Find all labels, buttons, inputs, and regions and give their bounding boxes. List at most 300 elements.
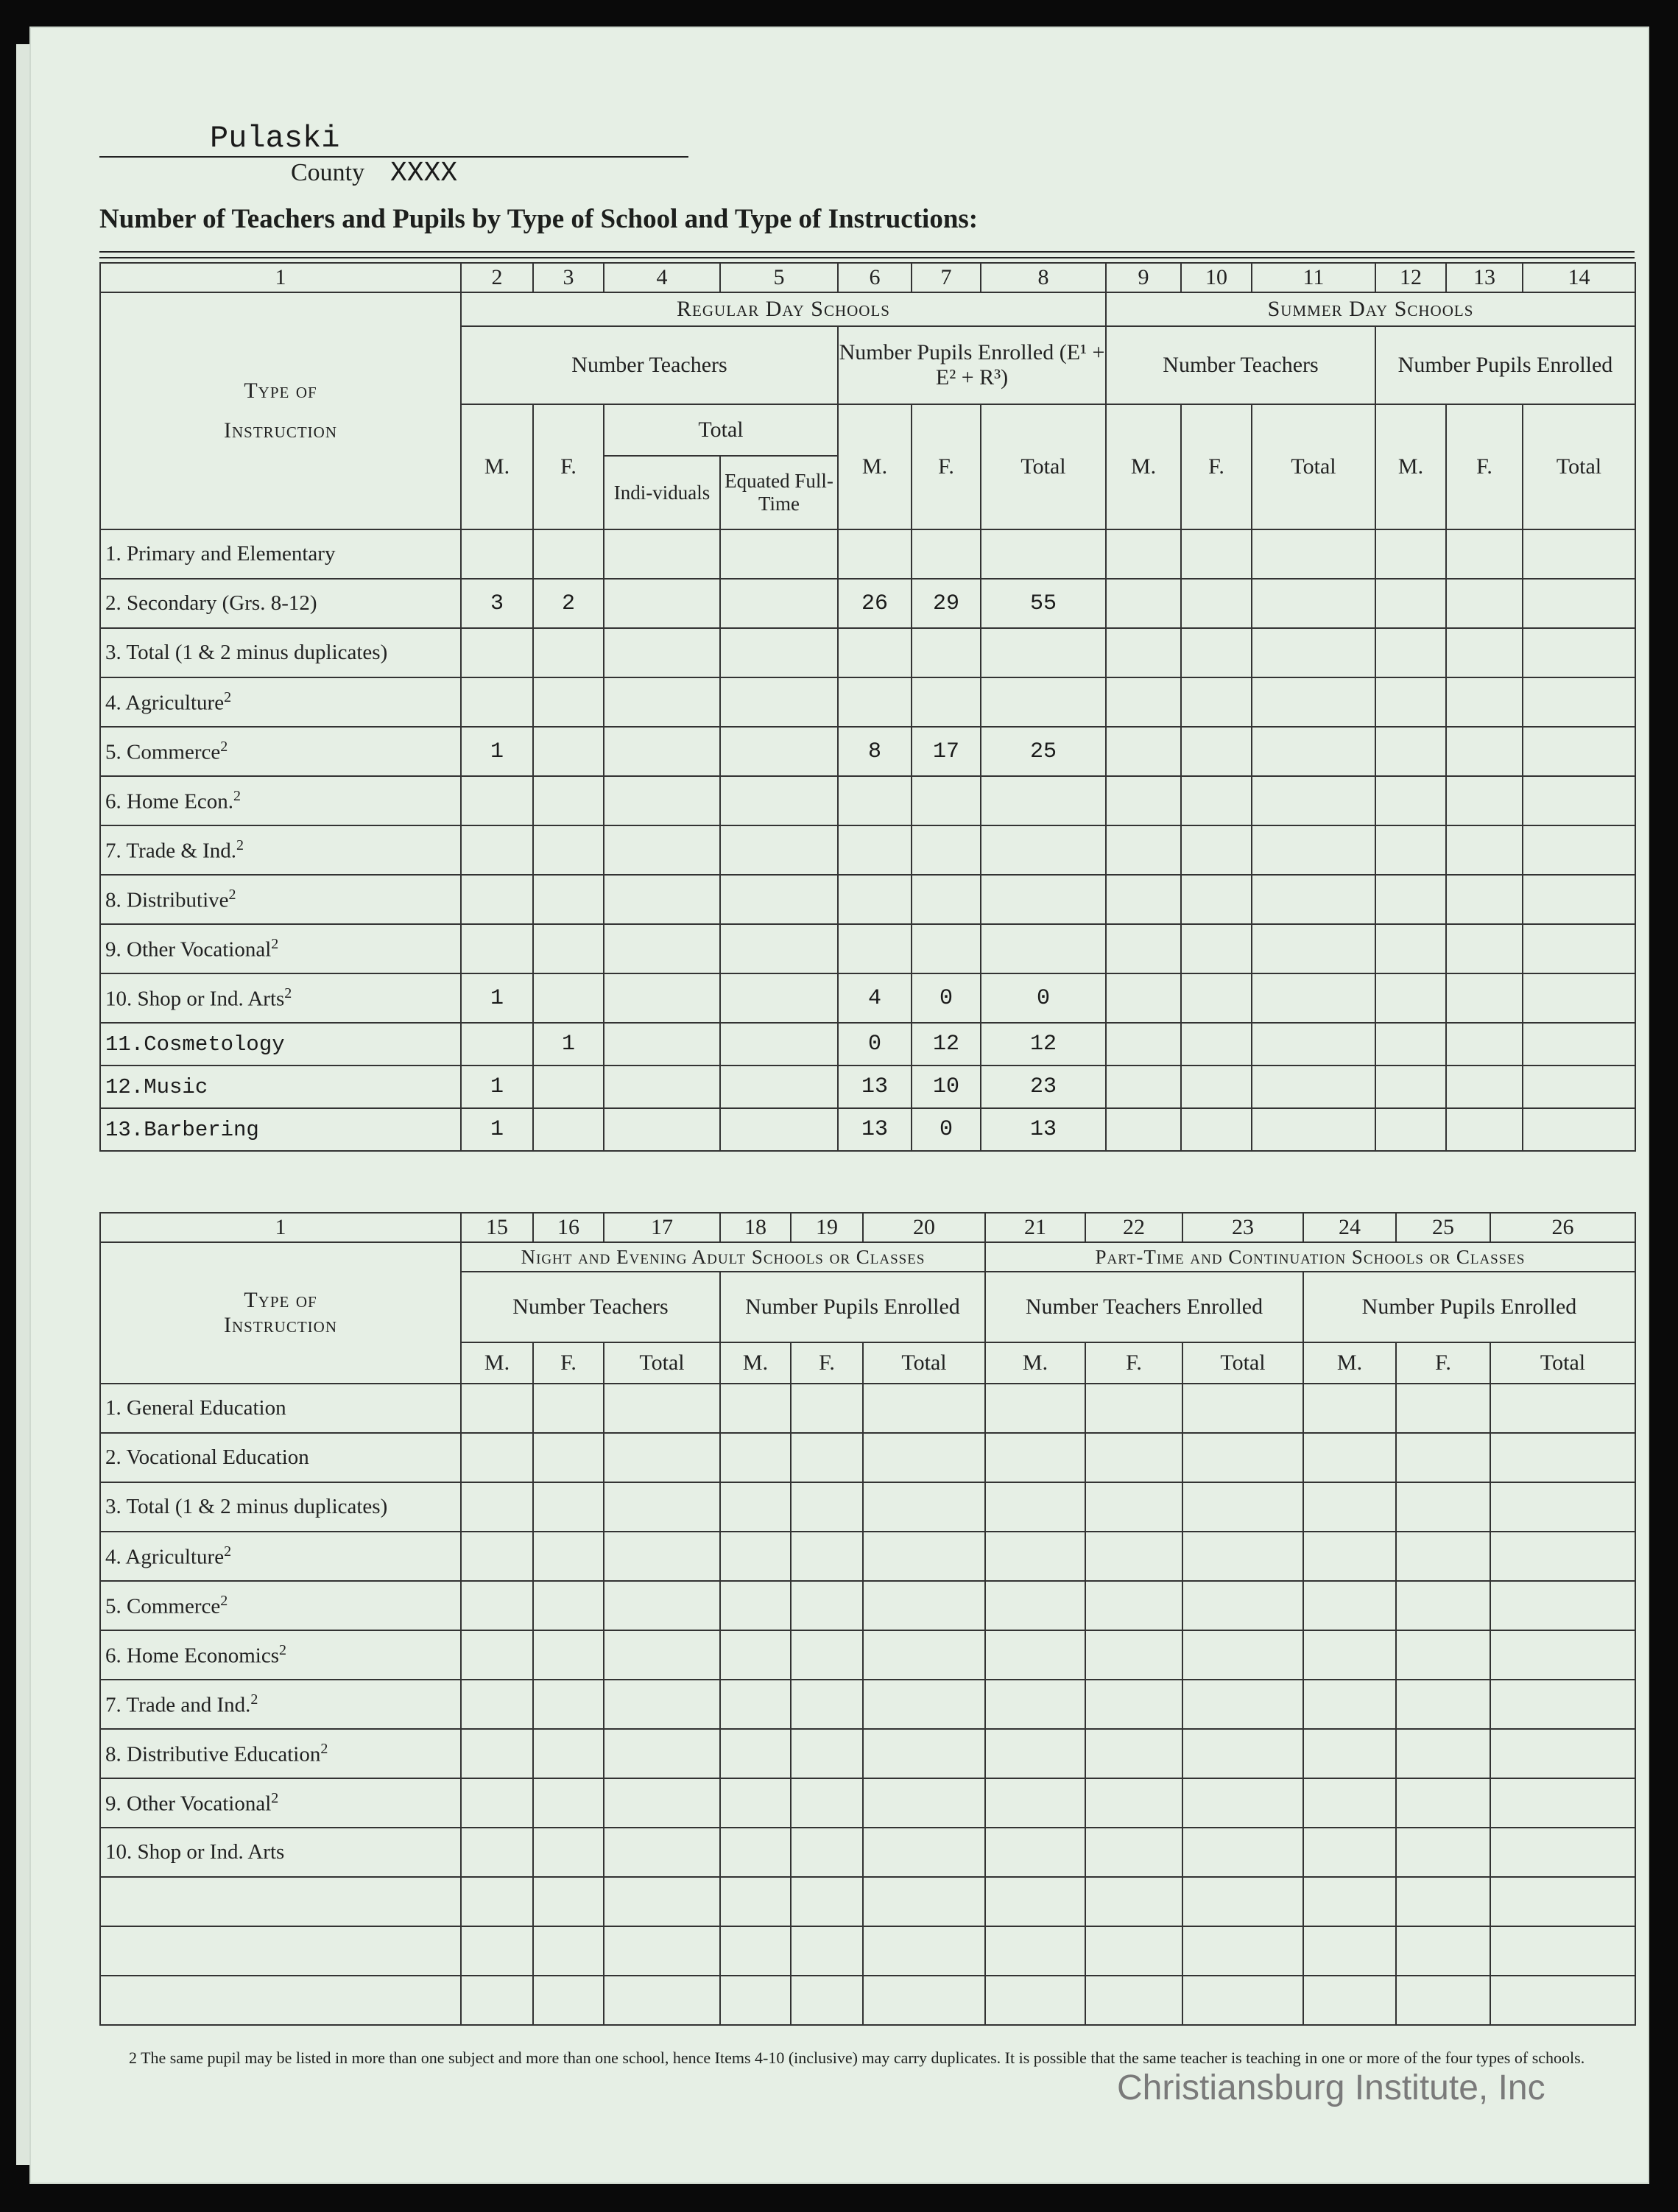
value-cell — [1181, 628, 1252, 677]
col-num-12: 12 — [1375, 263, 1446, 292]
value-cell — [720, 1482, 791, 1532]
value-cell — [1490, 1482, 1635, 1532]
value-cell — [1523, 579, 1635, 628]
table1-row — [100, 727, 1635, 776]
value-cell — [1303, 1778, 1396, 1828]
value-cell — [1446, 529, 1523, 579]
value-cell — [720, 1729, 791, 1778]
value-cell: 17 — [912, 727, 981, 776]
value-cell — [1182, 1482, 1303, 1532]
value-cell — [1446, 579, 1523, 628]
value-cell — [1396, 1433, 1490, 1482]
table1-row — [100, 875, 1635, 924]
row-label: 2. Vocational Education — [100, 1433, 461, 1482]
value-cell — [533, 1976, 604, 2025]
table2-row — [100, 1482, 1635, 1532]
typed-row-label: 13.Barbering — [100, 1108, 461, 1151]
value-cell — [604, 1066, 720, 1108]
value-cell: 12 — [912, 1023, 981, 1066]
value-cell — [1396, 1729, 1490, 1778]
value-cell — [461, 1384, 533, 1433]
value-cell — [604, 776, 720, 825]
t2-col-num-19: 19 — [791, 1213, 863, 1242]
value-cell — [604, 1482, 720, 1532]
value-cell — [1523, 924, 1635, 973]
value-cell — [981, 776, 1106, 825]
value-cell: 0 — [912, 1108, 981, 1151]
value-cell — [1446, 1108, 1523, 1151]
col-num-13: 13 — [1446, 263, 1523, 292]
value-cell — [720, 1680, 791, 1729]
value-cell — [1375, 628, 1446, 677]
value-cell — [604, 1828, 720, 1877]
value-cell — [912, 628, 981, 677]
table-night-parttime — [99, 1212, 1636, 2026]
t2-number-pupils-header: Number Pupils Enrolled — [720, 1272, 985, 1342]
value-cell — [533, 1108, 604, 1151]
value-cell — [533, 1066, 604, 1108]
table2-row — [100, 1976, 1635, 2025]
value-cell — [533, 1926, 604, 1976]
value-cell — [533, 924, 604, 973]
col-num-9: 9 — [1106, 263, 1181, 292]
table2-row — [100, 1433, 1635, 1482]
value-cell — [863, 1532, 985, 1581]
value-cell — [912, 825, 981, 875]
value-cell — [1106, 1023, 1181, 1066]
table2-row — [100, 1778, 1635, 1828]
summer-number-pupils-header: Number Pupils Enrolled — [1375, 326, 1635, 404]
value-cell — [533, 875, 604, 924]
value-cell — [1303, 1877, 1396, 1926]
value-cell — [1303, 1532, 1396, 1581]
value-cell — [985, 1877, 1085, 1926]
value-cell: 12 — [981, 1023, 1106, 1066]
value-cell — [981, 924, 1106, 973]
value-cell — [604, 1926, 720, 1976]
value-cell: 3 — [461, 579, 533, 628]
row-label: 9. Other Vocational$^2$ — [100, 924, 461, 973]
value-cell — [461, 529, 533, 579]
value-cell: 1 — [461, 727, 533, 776]
table1-body — [100, 529, 1635, 1151]
col-num-7: 7 — [912, 263, 981, 292]
value-cell — [604, 1384, 720, 1433]
value-cell — [912, 875, 981, 924]
value-cell — [1446, 677, 1523, 727]
value-cell — [461, 1877, 533, 1926]
value-cell — [1396, 1581, 1490, 1630]
summer-f-header: F. — [1181, 404, 1252, 529]
value-cell — [461, 1630, 533, 1680]
table2-row — [100, 1532, 1635, 1581]
t2-f-22: F. — [1085, 1342, 1182, 1384]
value-cell — [1446, 875, 1523, 924]
value-cell — [533, 1630, 604, 1680]
value-cell — [1523, 1023, 1635, 1066]
value-cell — [981, 875, 1106, 924]
value-cell — [912, 529, 981, 579]
value-cell — [1085, 1532, 1182, 1581]
value-cell — [863, 1877, 985, 1926]
value-cell — [985, 1581, 1085, 1630]
value-cell — [985, 1976, 1085, 2025]
value-cell — [461, 628, 533, 677]
row-label: 6. Home Economics$^2$ — [100, 1630, 461, 1680]
value-cell — [461, 1433, 533, 1482]
value-cell — [720, 973, 838, 1023]
value-cell — [533, 1532, 604, 1581]
value-cell — [533, 825, 604, 875]
t2-number-teachers-header: Number Teachers — [461, 1272, 720, 1342]
value-cell — [461, 677, 533, 727]
value-cell — [1375, 1108, 1446, 1151]
value-cell — [1303, 1926, 1396, 1976]
value-cell — [1182, 1384, 1303, 1433]
value-cell — [1252, 579, 1375, 628]
value-cell — [791, 1630, 863, 1680]
value-cell — [1182, 1581, 1303, 1630]
value-cell — [1182, 1976, 1303, 2025]
value-cell — [604, 677, 720, 727]
value-cell — [1252, 628, 1375, 677]
value-cell — [1252, 1066, 1375, 1108]
summer-m-header: M. — [1106, 404, 1181, 529]
value-cell — [863, 1976, 985, 2025]
value-cell — [1375, 875, 1446, 924]
value-cell — [1446, 776, 1523, 825]
value-cell — [863, 1680, 985, 1729]
value-cell — [533, 1433, 604, 1482]
value-cell — [720, 1532, 791, 1581]
value-cell — [1375, 727, 1446, 776]
value-cell — [604, 825, 720, 875]
value-cell — [604, 1877, 720, 1926]
value-cell — [720, 579, 838, 628]
value-cell — [604, 973, 720, 1023]
value-cell — [1181, 1108, 1252, 1151]
summer-number-teachers-header: Number Teachers — [1106, 326, 1375, 404]
value-cell: 0 — [912, 973, 981, 1023]
table1-row — [100, 825, 1635, 875]
value-cell — [838, 875, 912, 924]
value-cell — [1181, 875, 1252, 924]
form-page — [29, 27, 1649, 2184]
value-cell — [1181, 1066, 1252, 1108]
value-cell — [1182, 1778, 1303, 1828]
value-cell — [1085, 1729, 1182, 1778]
value-cell — [981, 628, 1106, 677]
value-cell — [863, 1828, 985, 1877]
value-cell — [985, 1433, 1085, 1482]
value-cell — [604, 1778, 720, 1828]
value-cell — [1375, 1023, 1446, 1066]
night-evening-header: Night and Evening Adult Schools or Classes — [461, 1242, 985, 1272]
value-cell — [1181, 677, 1252, 727]
typed-row-label: 11.Cosmetology — [100, 1023, 461, 1066]
value-cell — [1490, 1581, 1635, 1630]
value-cell — [1085, 1384, 1182, 1433]
value-cell — [791, 1778, 863, 1828]
value-cell — [720, 1066, 838, 1108]
row-label: 7. Trade & Ind.$^2$ — [100, 825, 461, 875]
value-cell: 1 — [533, 1023, 604, 1066]
value-cell — [1181, 529, 1252, 579]
t2-f-16: F. — [533, 1342, 604, 1384]
value-cell — [604, 1680, 720, 1729]
value-cell — [863, 1630, 985, 1680]
row-label — [100, 1877, 461, 1926]
value-cell — [1303, 1828, 1396, 1877]
value-cell — [1252, 825, 1375, 875]
value-cell — [604, 1976, 720, 2025]
value-cell — [1375, 1066, 1446, 1108]
t2-total-17: Total — [604, 1342, 720, 1384]
value-cell: 10 — [912, 1066, 981, 1108]
value-cell — [912, 776, 981, 825]
table2-row — [100, 1926, 1635, 1976]
value-cell — [1182, 1433, 1303, 1482]
value-cell: 55 — [981, 579, 1106, 628]
title-rule-2 — [99, 257, 1635, 258]
value-cell — [981, 529, 1106, 579]
value-cell — [1085, 1877, 1182, 1926]
value-cell — [1252, 875, 1375, 924]
value-cell — [912, 677, 981, 727]
t2-m-21: M. — [985, 1342, 1085, 1384]
value-cell — [838, 677, 912, 727]
value-cell — [1375, 677, 1446, 727]
value-cell — [720, 628, 838, 677]
value-cell — [985, 1532, 1085, 1581]
value-cell — [791, 1532, 863, 1581]
t2-col-num-24: 24 — [1303, 1213, 1396, 1242]
value-cell — [985, 1778, 1085, 1828]
value-cell — [1181, 579, 1252, 628]
footnote: 2 The same pupil may be listed in more than one subject and more than one school, hence Items 4-10 (inclusive) may carry duplicates. It is possible that the same teacher is teaching in one or more of the four types of schools. — [129, 2049, 1585, 2067]
value-cell — [1375, 973, 1446, 1023]
value-cell — [985, 1828, 1085, 1877]
value-cell — [1182, 1926, 1303, 1976]
value-cell: 0 — [838, 1023, 912, 1066]
county-overstrike: XXXX — [390, 158, 458, 189]
value-cell — [533, 727, 604, 776]
value-cell — [863, 1581, 985, 1630]
value-cell — [1490, 1926, 1635, 1976]
value-cell — [461, 1023, 533, 1066]
row-label: 4. Agriculture$^2$ — [100, 1532, 461, 1581]
value-cell — [533, 1482, 604, 1532]
value-cell — [720, 924, 838, 973]
value-cell — [720, 1581, 791, 1630]
value-cell — [1396, 1532, 1490, 1581]
value-cell — [985, 1680, 1085, 1729]
value-cell — [1490, 1532, 1635, 1581]
value-cell — [604, 727, 720, 776]
row-label: 4. Agriculture$^2$ — [100, 677, 461, 727]
value-cell — [838, 776, 912, 825]
value-cell — [461, 1778, 533, 1828]
value-cell — [1446, 628, 1523, 677]
value-cell — [1375, 579, 1446, 628]
t2-col-num-17: 17 — [604, 1213, 720, 1242]
value-cell — [838, 529, 912, 579]
t2-f-19: F. — [791, 1342, 863, 1384]
value-cell — [1490, 1828, 1635, 1877]
value-cell — [1523, 677, 1635, 727]
col-num-14: 14 — [1523, 263, 1635, 292]
t2-col-num-23: 23 — [1182, 1213, 1303, 1242]
value-cell — [1303, 1482, 1396, 1532]
value-cell: 25 — [981, 727, 1106, 776]
m-header: M. — [461, 404, 533, 529]
value-cell — [981, 825, 1106, 875]
watermark: Christiansburg Institute, Inc — [1117, 2068, 1545, 2107]
value-cell — [863, 1926, 985, 1976]
value-cell — [604, 875, 720, 924]
value-cell — [533, 776, 604, 825]
t2-col-num-20: 20 — [863, 1213, 985, 1242]
value-cell — [604, 924, 720, 973]
value-cell: 4 — [838, 973, 912, 1023]
table1-typed-row — [100, 1108, 1635, 1151]
county-value: Pulaski — [210, 121, 340, 156]
value-cell — [1446, 973, 1523, 1023]
table1-row — [100, 579, 1635, 628]
row-label: 8. Distributive$^2$ — [100, 875, 461, 924]
value-cell — [461, 1482, 533, 1532]
value-cell — [1490, 1976, 1635, 2025]
value-cell — [533, 628, 604, 677]
value-cell — [863, 1482, 985, 1532]
row-label — [100, 1926, 461, 1976]
table2-row — [100, 1680, 1635, 1729]
table2-row — [100, 1630, 1635, 1680]
table2-row — [100, 1828, 1635, 1877]
row-label: 5. Commerce$^2$ — [100, 727, 461, 776]
t2-total-26: Total — [1490, 1342, 1635, 1384]
value-cell — [791, 1384, 863, 1433]
value-cell — [461, 924, 533, 973]
row-label: 3. Total (1 & 2 minus duplicates) — [100, 1482, 461, 1532]
value-cell — [461, 1828, 533, 1877]
row-label: 5. Commerce$^2$ — [100, 1581, 461, 1630]
value-cell — [1085, 1680, 1182, 1729]
type-of-instruction-header: Type of Instruction — [100, 292, 461, 529]
value-cell — [1490, 1729, 1635, 1778]
value-cell — [461, 1581, 533, 1630]
value-cell — [838, 628, 912, 677]
row-label — [100, 1976, 461, 2025]
t2-total-23: Total — [1182, 1342, 1303, 1384]
value-cell — [1252, 677, 1375, 727]
value-cell — [533, 1581, 604, 1630]
table1-row — [100, 973, 1635, 1023]
value-cell — [1396, 1778, 1490, 1828]
f-header: F. — [533, 404, 604, 529]
county-label: County — [291, 159, 365, 186]
t2-col-num-18: 18 — [720, 1213, 791, 1242]
table1-row — [100, 628, 1635, 677]
value-cell: 0 — [981, 973, 1106, 1023]
value-cell — [720, 1433, 791, 1482]
t2-total-20: Total — [863, 1342, 985, 1384]
value-cell — [604, 1023, 720, 1066]
value-cell — [791, 1976, 863, 2025]
value-cell — [863, 1729, 985, 1778]
value-cell — [912, 924, 981, 973]
value-cell — [533, 1680, 604, 1729]
value-cell — [1085, 1926, 1182, 1976]
value-cell — [985, 1926, 1085, 1976]
value-cell — [604, 1630, 720, 1680]
value-cell — [1490, 1433, 1635, 1482]
value-cell — [1396, 1680, 1490, 1729]
summer-total-header: Total — [1252, 404, 1375, 529]
value-cell — [1396, 1482, 1490, 1532]
value-cell: 1 — [461, 1066, 533, 1108]
t2-m-18: M. — [720, 1342, 791, 1384]
value-cell — [461, 875, 533, 924]
value-cell — [1396, 1926, 1490, 1976]
value-cell — [1252, 529, 1375, 579]
value-cell — [1375, 529, 1446, 579]
number-teachers-header: Number Teachers — [461, 326, 838, 404]
value-cell — [1446, 825, 1523, 875]
pupils-total-header: Total — [981, 404, 1106, 529]
summer-day-schools-header: Summer Day Schools — [1106, 292, 1635, 326]
value-cell — [1490, 1778, 1635, 1828]
value-cell — [1490, 1680, 1635, 1729]
value-cell — [1252, 924, 1375, 973]
value-cell — [533, 973, 604, 1023]
value-cell — [604, 1532, 720, 1581]
value-cell — [1106, 924, 1181, 973]
t2-col-num-21: 21 — [985, 1213, 1085, 1242]
value-cell — [1490, 1630, 1635, 1680]
col-num-4: 4 — [604, 263, 720, 292]
value-cell — [1523, 529, 1635, 579]
row-label: 6. Home Econ.$^2$ — [100, 776, 461, 825]
value-cell — [1375, 924, 1446, 973]
value-cell — [981, 677, 1106, 727]
value-cell — [461, 1532, 533, 1581]
row-label: 3. Total (1 & 2 minus duplicates) — [100, 628, 461, 677]
value-cell — [461, 1926, 533, 1976]
table1-row — [100, 677, 1635, 727]
value-cell — [1252, 727, 1375, 776]
value-cell — [1523, 628, 1635, 677]
value-cell — [1303, 1976, 1396, 2025]
value-cell — [1446, 1023, 1523, 1066]
row-label: 7. Trade and Ind.$^2$ — [100, 1680, 461, 1729]
value-cell — [985, 1630, 1085, 1680]
t2-type-of-instruction-header: Type of Instruction — [100, 1242, 461, 1384]
row-label: 2. Secondary (Grs. 8-12) — [100, 579, 461, 628]
value-cell — [791, 1433, 863, 1482]
number-pupils-enrolled-header: Number Pupils Enrolled (E¹ + E² + R³) — [838, 326, 1106, 404]
value-cell — [791, 1729, 863, 1778]
value-cell — [720, 1778, 791, 1828]
value-cell: 1 — [461, 1108, 533, 1151]
t2-col-num-1: 1 — [100, 1213, 461, 1242]
value-cell — [985, 1384, 1085, 1433]
row-label: 1. Primary and Elementary — [100, 529, 461, 579]
value-cell — [604, 628, 720, 677]
value-cell — [838, 825, 912, 875]
row-label: 1. General Education — [100, 1384, 461, 1433]
value-cell — [720, 1384, 791, 1433]
